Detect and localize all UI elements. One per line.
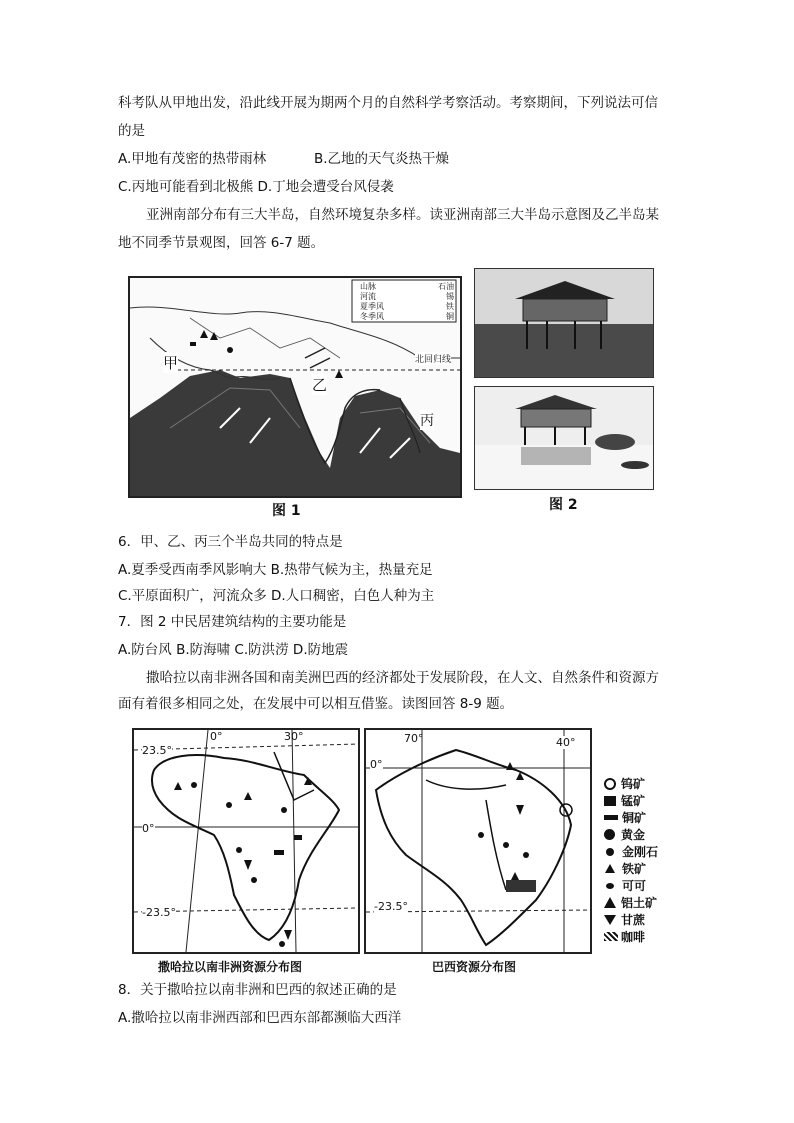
africa-lat-n: 23.5° [142, 744, 172, 757]
legend-label: 可可 [622, 879, 647, 893]
label-tropic: 北回归线 [415, 352, 451, 365]
africa-lat-s: -23.5° [142, 906, 176, 919]
legend-label: 铜矿 [622, 811, 647, 825]
legend-row [604, 911, 674, 928]
figure-1-map [128, 276, 462, 498]
legend-item: 夏季风 [360, 302, 384, 311]
africa-lon-0: 0° [210, 730, 223, 743]
legend-item: 铁 [446, 302, 454, 311]
question-8-option-a: A.撒哈拉以南非洲西部和巴西东部都濒临大西洋 [118, 1010, 402, 1026]
africa-lon-30: 30° [284, 730, 304, 743]
brazil-lon-40: 40° [556, 736, 576, 749]
legend-row [604, 843, 674, 860]
question-6-options-ab: A.夏季受西南季风影响大 B.热带气候为主，热量充足 [118, 562, 433, 578]
question-7: 7．图 2 中民居建筑结构的主要功能是 [118, 614, 347, 630]
cocoa-icon [606, 883, 614, 889]
figure-2-caption: 图 2 [549, 497, 578, 513]
resource-legend [604, 775, 674, 945]
figure-1-legend [360, 282, 460, 322]
legend-row [604, 894, 674, 911]
legend-label: 咖啡 [621, 930, 646, 944]
legend-row [604, 877, 674, 894]
brazil-map-graphic [366, 730, 590, 952]
option-b: B.乙地的天气炎热干燥 [314, 151, 450, 167]
legend-item: 石油 [438, 282, 454, 291]
question-6-options-cd: C.平原面积广，河流众多 D.人口稠密，白色人种为主 [118, 588, 435, 604]
legend-row [604, 826, 674, 843]
option-a: A.甲地有茂密的热带雨林 [118, 151, 267, 167]
legend-label: 黄金 [621, 828, 646, 842]
legend-label: 铝土矿 [621, 896, 658, 910]
brazil-resource-map [364, 728, 592, 954]
passage-line: 撒哈拉以南非洲各国和南美洲巴西的经济都处于发展阶段，在人文、自然条件和资源方 [146, 670, 659, 686]
legend-item: 冬季风 [360, 312, 384, 321]
passage-line: 亚洲南部分布有三大半岛，自然环境复杂多样。读亚洲南部三大半岛示意图及乙半岛某 [146, 207, 659, 223]
question-text-line: 科考队从甲地出发，沿此线开展为期两个月的自然科学考察活动。考察期间，下列说法可信 [118, 95, 658, 111]
option-cd: C.丙地可能看到北极熊 D.丁地会遭受台风侵袭 [118, 179, 394, 195]
legend-row [604, 860, 674, 877]
figure-2-photo-flood-season [474, 386, 654, 490]
legend-item: 锡 [446, 292, 454, 301]
legend-row [604, 792, 674, 809]
legend-item: 山脉 [360, 282, 376, 291]
question-text-line: 的是 [118, 123, 145, 139]
brazil-map-caption: 巴西资源分布图 [432, 960, 517, 974]
question-8: 8．关于撒哈拉以南非洲和巴西的叙述正确的是 [118, 982, 397, 998]
label-yi: 乙 [312, 376, 328, 394]
label-bing: 丙 [420, 410, 434, 430]
legend-label: 钨矿 [621, 777, 646, 791]
legend-label: 锰矿 [621, 794, 646, 808]
diamond-icon [606, 848, 614, 856]
legend-label: 甘蔗 [621, 913, 646, 927]
brazil-lat-s: -23.5° [374, 900, 408, 913]
sugarcane-icon [604, 915, 616, 925]
coffee-icon [604, 932, 618, 941]
figure-2-photo-dry-season [474, 268, 654, 378]
africa-resource-map [132, 728, 360, 954]
legend-row [604, 775, 674, 792]
gold-icon [604, 829, 615, 840]
brazil-lon-70: 70° [404, 732, 424, 745]
question-7-options: A.防台风 B.防海啸 C.防洪涝 D.防地震 [118, 642, 349, 658]
africa-map-caption: 撒哈拉以南非洲资源分布图 [158, 960, 303, 974]
africa-lat-eq: 0° [142, 822, 155, 835]
manganese-icon [604, 796, 616, 806]
brazil-lat-eq: 0° [370, 758, 383, 771]
legend-item: 铜 [446, 312, 454, 321]
passage-line: 地不同季节景观图，回答 6-7 题。 [118, 235, 325, 251]
legend-item: 河流 [360, 292, 376, 301]
legend-label: 金刚石 [622, 845, 659, 859]
bauxite-icon [604, 897, 616, 908]
legend-label: 铁矿 [622, 862, 647, 876]
passage-line: 面有着很多相同之处，在发展中可以相互借鉴。读图回答 8-9 题。 [118, 696, 514, 712]
stilt-house-flood-photo [475, 387, 653, 489]
legend-row [604, 809, 674, 826]
question-6: 6．甲、乙、丙三个半岛共同的特点是 [118, 534, 343, 550]
figure-1-caption: 图 1 [272, 503, 301, 519]
tungsten-icon [604, 778, 616, 790]
stilt-house-dry-photo [475, 269, 653, 377]
legend-row [604, 928, 674, 945]
iron-icon [605, 864, 615, 873]
label-jia: 甲 [163, 354, 179, 372]
copper-icon [604, 815, 618, 820]
